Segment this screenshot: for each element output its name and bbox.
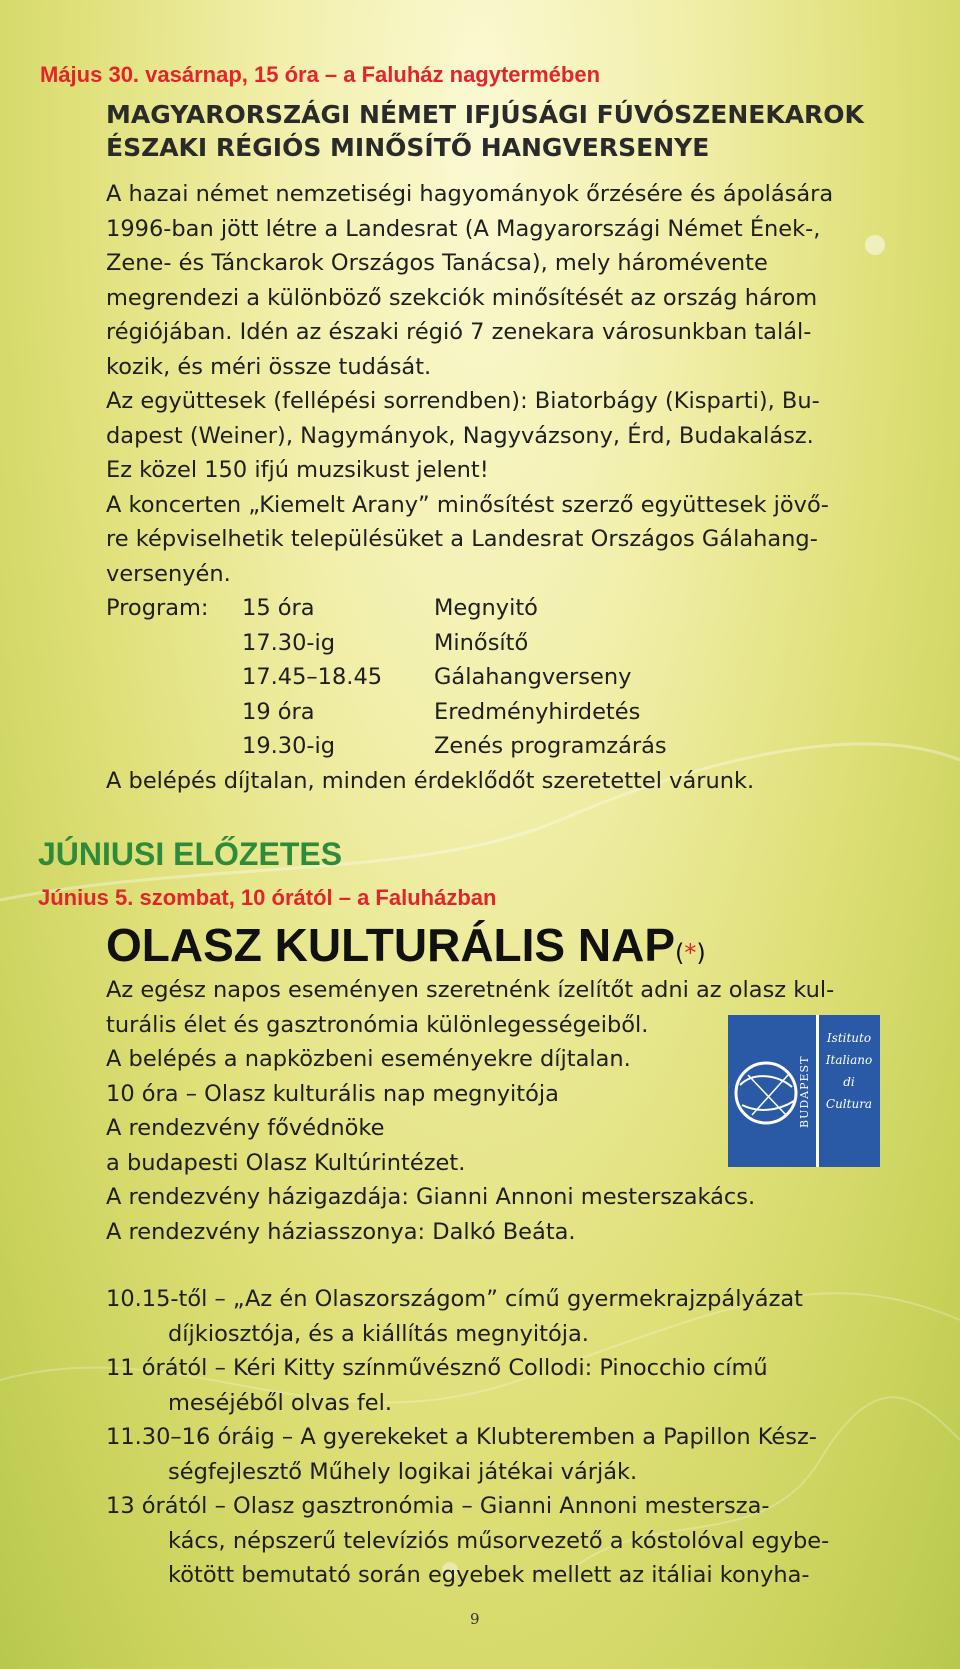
- logo-line: Cultura: [825, 1097, 873, 1111]
- logo-line: di: [843, 1075, 855, 1089]
- intro-line: A rendezvény háziasszonya: Dalkó Beáta.: [106, 1218, 576, 1245]
- body-line: Az együttesek (fellépési sorrendben): Biatorbágy (Kisparti), Bu-: [106, 388, 820, 414]
- program-time: 19.30-ig: [242, 733, 336, 759]
- asterisk-note: [675, 939, 706, 967]
- logo-vertical-text: BUDAPEST: [798, 1055, 811, 1129]
- may-event-title: [106, 98, 876, 164]
- program-event: Gálahangverseny: [434, 664, 632, 690]
- program-event: Eredményhirdetés: [434, 698, 641, 725]
- title-line-1: MAGYARORSZÁGI NÉMET IFJÚSÁGI FÚVÓSZENEKAROK: [106, 100, 864, 129]
- program-event: Zenés programzárás: [434, 733, 667, 759]
- program-time: 19 óra: [242, 698, 315, 725]
- asterisk-mark: *: [684, 939, 697, 967]
- body-line: megrendezi a különböző szekciók minősítését az ország három: [106, 284, 818, 311]
- program-row: [106, 695, 876, 730]
- logo-text: [820, 1027, 878, 1115]
- body-line: régiójában. Idén az északi régió 7 zenekara városunkban talál-: [106, 319, 812, 345]
- intro-line: turális élet és gasztronómia különlegességeiből.: [106, 1011, 649, 1038]
- may-date-line: Május 30. vasárnap, 15 óra – a Faluház nagytermében: [40, 62, 601, 87]
- body-line: versenyén.: [106, 560, 231, 587]
- intro-line: 10 óra – Olasz kulturális nap megnyitója: [106, 1080, 559, 1107]
- intro-line: Az egész napos eseményen szeretnénk ízelítőt adni az olasz kul-: [106, 977, 835, 1003]
- istituto-italiano-logo: [728, 1015, 880, 1167]
- program-row: [106, 729, 876, 764]
- body-line: Zene- és Tánckarok Országos Tanácsa), mely háromévente: [106, 250, 768, 276]
- program-row: [106, 660, 876, 695]
- body-line: Ez közel 150 ifjú muzsikust jelent!: [106, 457, 489, 483]
- program-row: [106, 591, 876, 626]
- intro-line: A belépés a napközbeni eseményekre díjtalan.: [106, 1046, 631, 1072]
- body-line: kozik, és méri össze tudását.: [106, 353, 432, 380]
- program-row: [106, 626, 876, 661]
- program-closing: A belépés díjtalan, minden érdeklődőt szeretettel várunk.: [106, 767, 755, 794]
- body-line: dapest (Weiner), Nagymányok, Nagyvázsony, Érd, Budakalász.: [106, 422, 814, 449]
- program-time: 15 óra: [242, 595, 315, 621]
- logo-line: Italiano: [825, 1053, 873, 1067]
- program-item: 11.30–16 óráig – A gyerekeket a Klubteremben a Papillon Kész- ségfejlesztő Műhely logikai játékai várják.: [106, 1424, 817, 1485]
- program-event: Minősítő: [434, 629, 529, 656]
- june-date-line: Június 5. szombat, 10 órától – a Faluházban: [38, 885, 497, 910]
- june-event-title: OLASZ KULTURÁLIS NAP: [106, 919, 676, 971]
- logo-line: Istituto: [826, 1031, 872, 1045]
- program-event: Megnyitó: [434, 595, 538, 621]
- asterisk-close: ): [696, 939, 706, 967]
- intro-line: A rendezvény fővédnöke: [106, 1115, 385, 1141]
- intro-line: A rendezvény házigazdája: Gianni Annoni mesterszakács.: [106, 1184, 756, 1210]
- body-line: A hazai német nemzetiségi hagyományok őrzésére és ápolására: [106, 181, 834, 207]
- page-number: 9: [470, 1610, 480, 1628]
- program-time: 17.45–18.45: [242, 664, 383, 690]
- title-line-2: ÉSZAKI RÉGIÓS MINŐSÍTŐ HANGVERSENYE: [106, 133, 710, 162]
- body-line: re képviselhetik településüket a Landesrat Országos Gálahang-: [106, 526, 818, 552]
- june-section-title: JÚNIUSI ELŐZETES: [38, 836, 343, 872]
- program-table: [106, 591, 876, 764]
- program-item: 11 órától – Kéri Kitty színművésznő Collodi: Pinocchio című meséjéből olvas fel.: [106, 1355, 768, 1416]
- intro-line: a budapesti Olasz Kultúrintézet.: [106, 1149, 466, 1176]
- program-time: 17.30-ig: [242, 629, 336, 656]
- body-line: A koncerten „Kiemelt Arany” minősítést szerző együttesek jövő-: [106, 491, 829, 518]
- program-item: 13 órától – Olasz gasztronómia – Gianni Annoni mestersza- kács, népszerű televíziós műsorvezető a kóstolóval egybe- kötött bemutató során egyebek mellett az itáliai konyha-: [106, 1493, 830, 1588]
- body-line: 1996-ban jött létre a Landesrat (A Magyarországi Német Ének-,: [106, 215, 821, 242]
- program-label: Program:: [106, 595, 209, 621]
- june-program-items: [106, 1282, 876, 1593]
- program-item: 10.15-től – „Az én Olaszországom” című gyermekrajzpályázat díjkiosztója, és a kiállítás megnyitója.: [106, 1286, 803, 1347]
- asterisk-open: (: [675, 939, 685, 967]
- june-event-heading: [106, 918, 706, 972]
- may-event-body: [106, 177, 876, 798]
